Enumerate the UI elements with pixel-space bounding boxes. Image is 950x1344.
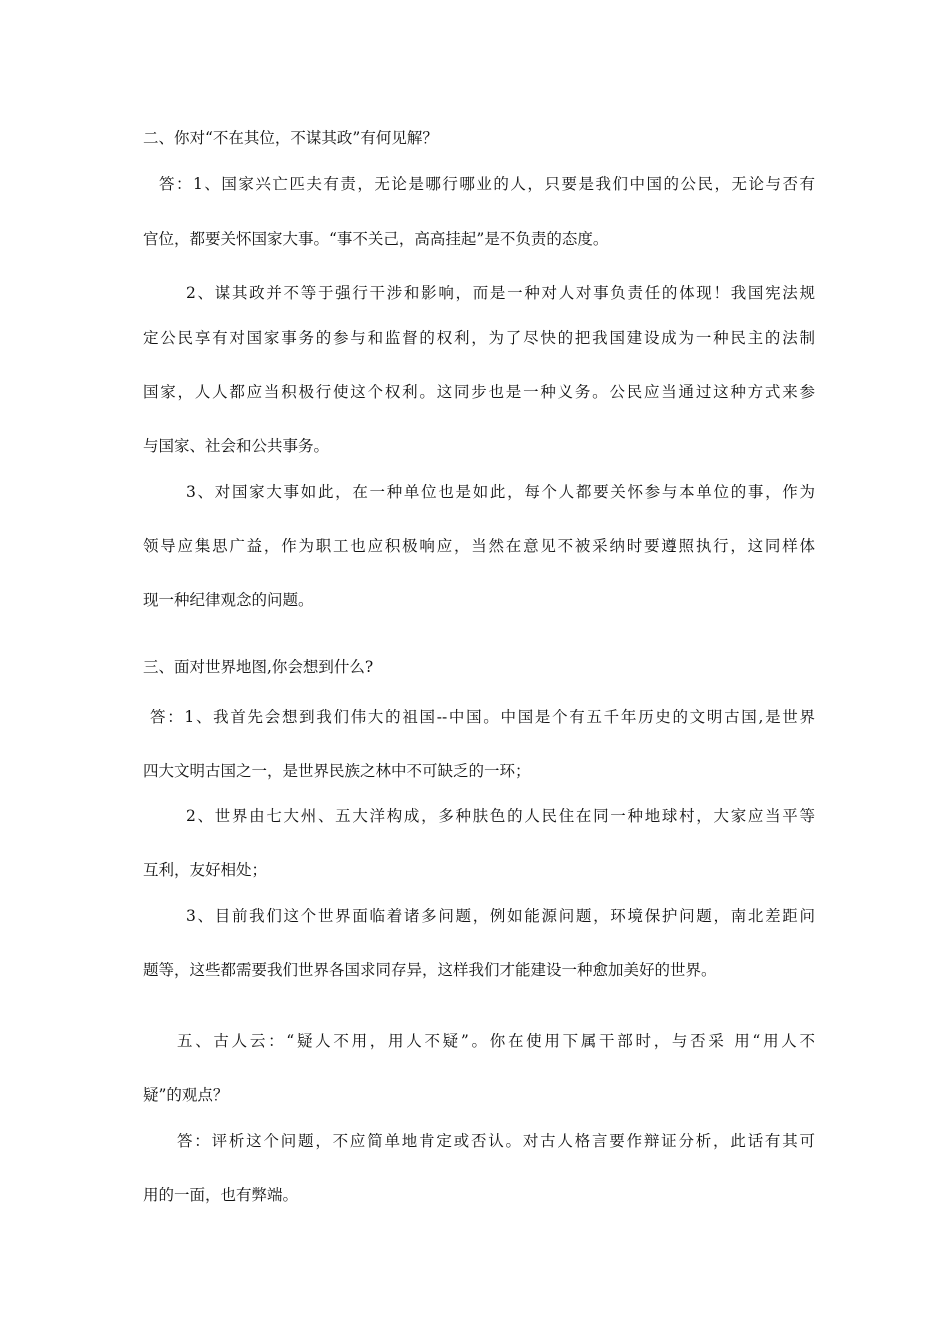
answer-line: 领导应集思广益，作为职工也应积极响应，当然在意见不被采纳时要遵照执行，这同样体 — [143, 537, 815, 555]
answer-line: 2、谋其政并不等于强行干涉和影响，而是一种对人对事负责任的体现！我国宪法规 — [186, 284, 815, 302]
answer-line: 2、世界由七大州、五大洋构成，多种肤色的人民住在同一种地球村，大家应当平等 — [186, 807, 815, 825]
answer-line: 3、目前我们这个世界面临着诸多问题，例如能源问题，环境保护问题，南北差距问 — [186, 907, 815, 925]
answer-line: 现一种纪律观念的问题。 — [143, 591, 314, 609]
answer-line: 答：评析这个问题，不应简单地肯定或否认。对古人格言要作辩证分析，此话有其可 — [177, 1132, 815, 1150]
answer-line: 3、对国家大事如此，在一种单位也是如此，每个人都要关怀参与本单位的事，作为 — [186, 483, 815, 501]
question-heading: 二、你对“不在其位，不谋其政”有何见解？ — [143, 129, 438, 147]
answer-line: 互利，友好相处； — [143, 861, 268, 879]
question-heading: 疑”的观点？ — [143, 1086, 229, 1104]
answer-line: 答：1、国家兴亡匹夫有责，无论是哪行哪业的人，只要是我们中国的公民，无论与否有 — [159, 175, 815, 193]
answer-line: 用的一面，也有弊端。 — [143, 1186, 299, 1204]
answer-line: 与国家、社会和公共事务。 — [143, 437, 330, 455]
answer-line: 四大文明古国之一，是世界民族之林中不可缺乏的一环； — [143, 762, 531, 780]
question-heading: 五、古人云：“疑人不用，用人不疑”。你在使用下属干部时，与否采 用“用人不 — [177, 1032, 815, 1050]
question-heading: 三、面对世界地图,你会想到什么? — [143, 658, 374, 676]
answer-line: 题等，这些都需要我们世界各国求同存异，这样我们才能建设一种愈加美好的世界。 — [143, 961, 717, 979]
answer-line: 国家，人人都应当积极行使这个权利。这同步也是一种义务。公民应当通过这种方式来参 — [143, 383, 815, 401]
answer-line: 答：1、我首先会想到我们伟大的祖国--中国。中国是个有五千年历史的文明古国,是世界 — [150, 708, 815, 726]
answer-line: 官位，都要关怀国家大事。“事不关己，高高挂起”是不负责的态度。 — [143, 230, 609, 248]
answer-line: 定公民享有对国家事务的参与和监督的权利，为了尽快的把我国建设成为一种民主的法制 — [143, 329, 815, 347]
